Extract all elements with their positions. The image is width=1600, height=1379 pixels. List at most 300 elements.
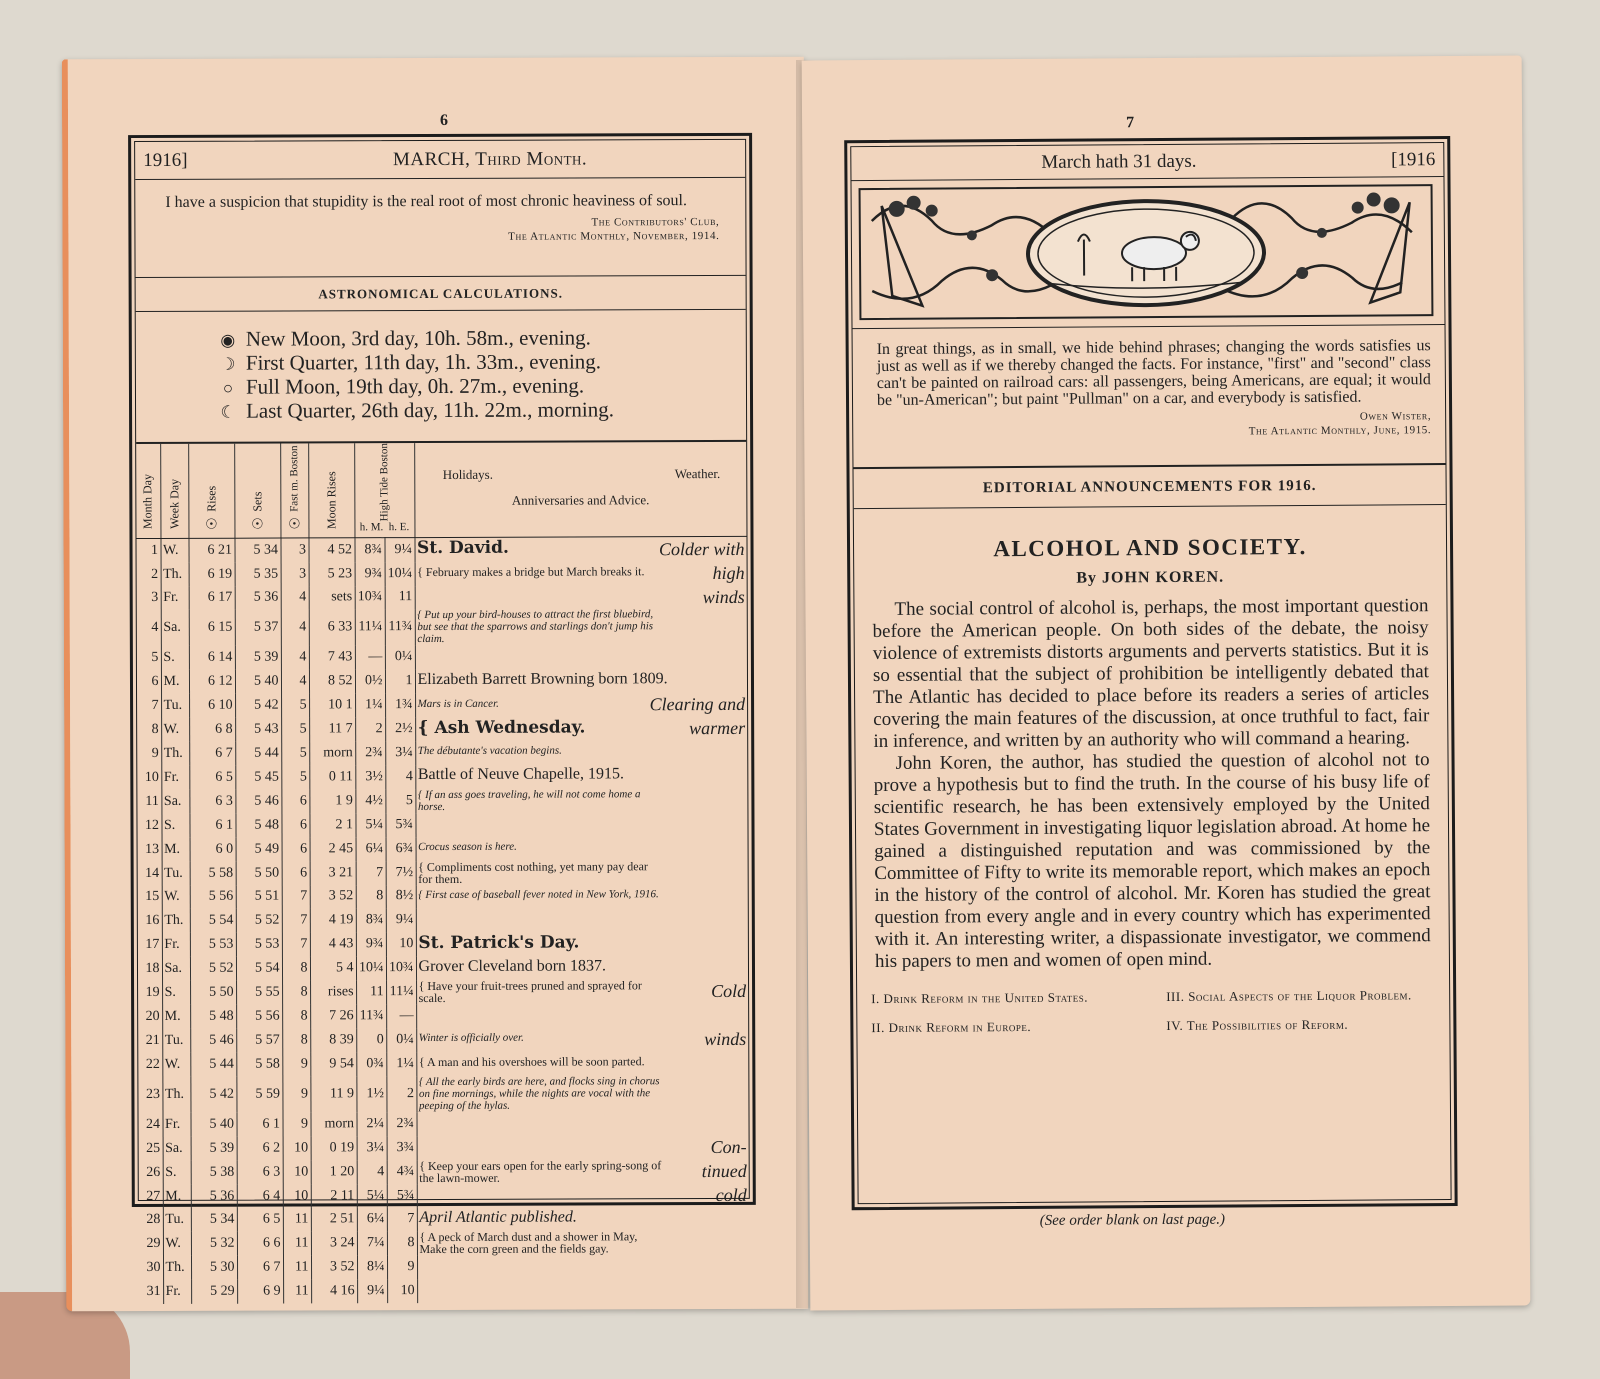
editorial-inner — [850, 142, 1451, 1204]
col-moon-rises: Moon Rises — [323, 470, 338, 529]
sunrise: 5 48 — [190, 1005, 236, 1029]
tide-evening: 4¾ — [387, 1160, 417, 1184]
weekday: M. — [161, 670, 189, 694]
tide-evening: 1 — [385, 669, 415, 693]
day-number: 31 — [139, 1280, 163, 1304]
fast-minutes: 6 — [282, 861, 310, 885]
fast-minutes: 5 — [281, 694, 309, 718]
moonrise: 2 51 — [311, 1208, 357, 1232]
day-number: 7 — [137, 694, 161, 718]
tide-evening: 11¾ — [385, 609, 415, 645]
sunrise: 6 19 — [189, 562, 235, 586]
fast-minutes: 6 — [281, 813, 309, 837]
sunrise: 5 40 — [190, 1112, 236, 1136]
note-cell — [416, 955, 748, 980]
table-header-row — [136, 442, 746, 539]
editorial-frame — [844, 136, 1457, 1210]
table-row — [138, 979, 748, 1005]
moonrise: 7 43 — [309, 646, 355, 670]
tide-morning: 8¾ — [354, 538, 384, 562]
weekday: W. — [162, 885, 190, 909]
table-row — [139, 1230, 749, 1256]
sunrise: 5 32 — [191, 1232, 237, 1256]
sunset: 5 36 — [235, 586, 281, 610]
sunrise: 6 7 — [189, 742, 235, 766]
table-row — [139, 1182, 749, 1208]
moonrise: 3 52 — [310, 885, 356, 909]
sunrise: 6 21 — [188, 538, 234, 562]
tide-morning: 2¼ — [356, 1112, 386, 1136]
note-cell — [416, 1051, 748, 1076]
sunrise: 6 5 — [189, 766, 235, 790]
sunrise: 5 44 — [190, 1053, 236, 1077]
tide-morning: 0 — [356, 1028, 386, 1052]
day-number: 16 — [138, 909, 162, 933]
weekday: W. — [163, 1232, 191, 1256]
tide-morning: 7¼ — [357, 1232, 387, 1256]
weekday: Sa. — [161, 790, 189, 814]
sunset: 5 55 — [236, 981, 282, 1005]
day-number: 24 — [138, 1113, 162, 1137]
moon-phase-text: First Quarter, 11th day, 1h. 33m., evening. — [245, 349, 602, 375]
fast-minutes: 6 — [281, 789, 309, 813]
col-weather: Weather. — [674, 466, 721, 482]
moonrise: 11 9 — [310, 1076, 356, 1112]
fast-minutes: 5 — [281, 741, 309, 765]
weekday: Tu. — [161, 694, 189, 718]
weekday: W. — [161, 718, 189, 742]
calendar-table — [136, 442, 749, 1304]
moon-phases — [136, 310, 746, 444]
moonrise: 5 4 — [310, 956, 356, 980]
table-row — [137, 764, 747, 790]
tide-evening: 0¼ — [385, 645, 415, 669]
ornament-engraving — [851, 177, 1444, 329]
sunset: 5 43 — [235, 718, 281, 742]
moonrise: 2 45 — [310, 837, 356, 861]
col-high-tide: High Tide Boston — [378, 443, 391, 522]
moon-phase-text: New Moon, 3rd day, 10h. 58m., evening. — [245, 325, 591, 351]
tide-evening: — — [386, 1004, 416, 1028]
fast-minutes: 10 — [283, 1136, 311, 1160]
fast-minutes: 11 — [283, 1208, 311, 1232]
sunrise: 5 52 — [190, 957, 236, 981]
sunrise: 5 30 — [191, 1256, 237, 1280]
moonrise: 4 43 — [310, 933, 356, 957]
col-holidays: Holidays. — [442, 466, 494, 483]
sunrise: 5 29 — [191, 1280, 237, 1304]
moonrise: sets — [309, 586, 355, 610]
note-cell — [415, 788, 747, 813]
moonrise: 10 1 — [309, 693, 355, 717]
note-text: Grover Cleveland born 1837. — [418, 957, 607, 975]
weekday: W. — [160, 539, 188, 563]
sunset: 5 50 — [236, 861, 282, 885]
tide-evening: 5 — [385, 789, 415, 813]
note-text: Crocus season is here. — [418, 840, 517, 854]
tide-evening: 5¾ — [387, 1184, 417, 1208]
year-label: [1916 — [1390, 148, 1436, 170]
table-row — [138, 883, 748, 909]
calendar-inner — [134, 139, 750, 1300]
note-text: St. Patrick's Day. — [418, 932, 580, 953]
note-cell — [416, 907, 748, 932]
sunrise: 5 36 — [191, 1184, 237, 1208]
series-item: III. Social Aspects of the Liquor Problem. — [1166, 987, 1412, 1005]
note-text: { A man and his overshoes will be soon parted. — [418, 1054, 645, 1070]
table-row — [138, 931, 748, 957]
sunset: 6 9 — [237, 1280, 283, 1304]
tide-evening: 8½ — [386, 885, 416, 909]
table-row — [138, 1111, 748, 1137]
tide-morning: 3¼ — [357, 1136, 387, 1160]
day-number: 1 — [136, 539, 160, 563]
sun-icon: ☉ — [205, 518, 218, 534]
day-number: 13 — [138, 838, 162, 862]
note-text: The débutante's vacation begins. — [417, 744, 562, 758]
left-page — [62, 57, 808, 1312]
sunset: 5 35 — [235, 562, 281, 586]
moonrise: 2 11 — [311, 1184, 357, 1208]
note-text: Battle of Neuve Chapelle, 1915. — [417, 765, 625, 784]
sunset: 5 56 — [236, 1005, 282, 1029]
weekday: Fr. — [163, 1280, 191, 1304]
note-text: { Put up your bird-houses to attract the first bluebird, but see that the sparrows and starlings don't jump his claim. — [417, 608, 654, 646]
weather-note: Con- — [710, 1136, 747, 1157]
note-text: { February makes a bridge but March breaks it. — [417, 564, 645, 580]
fast-minutes: 9 — [282, 1076, 310, 1112]
sunrise: 6 0 — [190, 837, 236, 861]
table-row — [139, 1254, 749, 1280]
weekday: S. — [162, 981, 190, 1005]
calendar-header — [135, 140, 745, 180]
moonrise: 0 11 — [309, 765, 355, 789]
sunset: 6 4 — [237, 1184, 283, 1208]
tide-morning: 8¾ — [356, 909, 386, 933]
sunset: 5 52 — [236, 909, 282, 933]
moon-phase-text: Full Moon, 19th day, 0h. 27m., evening. — [245, 373, 585, 399]
tide-morning: — — [355, 646, 385, 670]
tide-evening: 1¼ — [386, 1052, 416, 1076]
sunset: 5 51 — [236, 885, 282, 909]
moon-phase-icon: ◉ — [220, 330, 236, 350]
table-row — [138, 1051, 748, 1077]
fast-minutes: 8 — [282, 1028, 310, 1052]
note-text: Mars is in Cancer. — [417, 697, 499, 710]
tide-morning: 11¼ — [355, 610, 385, 646]
day-number: 23 — [138, 1077, 162, 1113]
col-sun-sets: Sets — [249, 491, 264, 512]
fast-minutes: 8 — [282, 1005, 310, 1029]
sunrise: 5 42 — [190, 1076, 236, 1112]
tide-morning: 4 — [357, 1160, 387, 1184]
quote-block — [135, 178, 745, 278]
weekday: Sa. — [161, 610, 189, 646]
article-series-list — [857, 969, 1449, 1035]
sunrise: 5 39 — [191, 1136, 237, 1160]
sunrise: 6 8 — [189, 718, 235, 742]
editorial-heading: EDITORIAL ANNOUNCEMENTS FOR 1916. — [853, 465, 1445, 509]
fast-minutes: 7 — [282, 909, 310, 933]
moonrise: 4 52 — [308, 538, 354, 562]
sunrise: 5 58 — [190, 861, 236, 885]
sunset: 5 57 — [236, 1029, 282, 1053]
weekday: S. — [161, 646, 189, 670]
note-text: Winter is officially over. — [418, 1032, 524, 1045]
tide-evening: 6¾ — [386, 837, 416, 861]
tide-evening: 7½ — [386, 861, 416, 885]
article-body — [854, 585, 1449, 973]
table-row — [138, 955, 748, 981]
table-row — [137, 788, 747, 814]
tide-evening: 11 — [385, 586, 415, 610]
order-note: (See order blank on last page.) — [1039, 1211, 1226, 1229]
tide-morning: 5¼ — [355, 813, 385, 837]
day-number: 20 — [138, 1005, 162, 1029]
tide-morning: 6¼ — [357, 1208, 387, 1232]
tide-evening: 11¼ — [386, 980, 416, 1004]
weekday: Tu. — [162, 1029, 190, 1053]
moonrise: 3 21 — [310, 861, 356, 885]
moonrise: 2 1 — [309, 813, 355, 837]
sunset: 5 44 — [235, 742, 281, 766]
fast-minutes: 7 — [282, 933, 310, 957]
tide-evening: 10¾ — [386, 956, 416, 980]
table-row — [137, 716, 747, 742]
day-number: 11 — [137, 790, 161, 814]
sunset: 5 48 — [235, 813, 281, 837]
article-paragraph: John Koren, the author, has studied the question of alcohol not to prove a hypothesis but to find the truth. In the course of his busy life of scientific research, he has been extensively employed by the United States Government in investigating liquor legislation abroad. At home he gained a distinguished reputation and was commissioned by the Committee of Fifty to write its memorable report, which makes an epoch in the history of the control of alcohol. Mr. Koren has studied the great question from every angle and in every country which has experimented with it. An interesting writer, a dispassionate investigator, we commend his papers to men and women of open mind. — [873, 749, 1431, 973]
col-sun-rises: Rises — [203, 485, 218, 513]
moon-phase-icon: ☾ — [220, 402, 236, 422]
month-days: March hath 31 days. — [1041, 150, 1197, 173]
note-cell — [416, 979, 748, 1004]
fast-minutes: 5 — [281, 718, 309, 742]
fast-minutes: 4 — [281, 670, 309, 694]
day-number: 17 — [138, 933, 162, 957]
moon-phase-line — [216, 350, 746, 376]
weekday: Fr. — [161, 766, 189, 790]
weekday: Sa. — [162, 957, 190, 981]
moonrise: 8 39 — [310, 1028, 356, 1052]
sunrise: 6 3 — [189, 789, 235, 813]
day-number: 8 — [137, 718, 161, 742]
table-row — [138, 1075, 748, 1113]
fast-minutes: 11 — [283, 1232, 311, 1256]
note-cell — [417, 1254, 749, 1279]
tide-evening: 9¼ — [384, 538, 414, 562]
weekday: Th. — [161, 563, 189, 587]
tide-morning: 2¾ — [355, 741, 385, 765]
series-item: I. Drink Reform in the United States. — [871, 989, 1089, 1007]
note-cell — [416, 883, 748, 908]
note-text: April Atlantic published. — [419, 1208, 577, 1226]
note-cell — [417, 1206, 749, 1231]
moonrise: 3 24 — [311, 1232, 357, 1256]
tide-evening: 3¼ — [385, 741, 415, 765]
weekday: Fr. — [162, 1113, 190, 1137]
note-text: { Have your fruit-trees pruned and sprayed for scale. — [418, 978, 642, 1006]
note-text: { First case of baseball fever noted in New York, 1916. — [418, 888, 659, 902]
sunset: 6 1 — [236, 1112, 282, 1136]
sunset: 5 54 — [236, 957, 282, 981]
sunset: 5 49 — [236, 837, 282, 861]
tide-morning: 7 — [356, 861, 386, 885]
day-number: 29 — [139, 1232, 163, 1256]
calendar-frame — [128, 133, 756, 1300]
moon-phase-line — [216, 398, 746, 424]
wister-quote-block — [853, 325, 1446, 469]
weekday: S. — [163, 1160, 191, 1184]
note-cell — [415, 668, 747, 693]
table-row — [137, 561, 747, 587]
tide-evening: 10 — [387, 1279, 417, 1303]
note-cell — [416, 931, 748, 956]
moonrise: 4 19 — [310, 909, 356, 933]
tide-morning: 8 — [356, 885, 386, 909]
table-row — [138, 836, 748, 862]
page-number: 6 — [440, 111, 449, 129]
sunset: 5 58 — [236, 1052, 282, 1076]
tide-evening: 9¼ — [386, 909, 416, 933]
page-number: 7 — [1126, 114, 1135, 132]
col-fast: Fast m. Boston — [288, 445, 301, 512]
fast-minutes: 5 — [281, 765, 309, 789]
sunset: 6 6 — [237, 1232, 283, 1256]
sunrise: 6 15 — [189, 610, 235, 646]
quote-text: In great things, as in small, we hide behind phrases; changing the words satisfies us just as well as if we thereby changed the facts. For instance, "first" and "second" class can't be painted on railroad cars: all passengers, being Americans, are equal; it would be "un-American"; but paint "Pullman" on a car, and everybody is satisfied. — [876, 337, 1431, 410]
table-row — [138, 1003, 748, 1029]
sun-icon: ☉ — [251, 517, 264, 533]
moonrise: rises — [310, 980, 356, 1004]
day-number: 14 — [138, 862, 162, 886]
day-number: 27 — [139, 1185, 163, 1209]
sunset: 6 3 — [237, 1160, 283, 1184]
sunrise: 6 10 — [189, 694, 235, 718]
tide-evening: 8 — [387, 1231, 417, 1255]
table-row — [139, 1278, 749, 1304]
tide-evening: 10 — [386, 932, 416, 956]
note-cell — [415, 561, 747, 586]
note-text: { Ash Wednesday. — [417, 717, 586, 738]
moonrise: 9 54 — [310, 1052, 356, 1076]
note-cell — [416, 1027, 748, 1052]
table-row — [137, 692, 747, 718]
note-cell — [415, 644, 747, 669]
table-row — [137, 812, 747, 838]
moonrise: 8 52 — [309, 670, 355, 694]
day-number: 18 — [138, 957, 162, 981]
note-text: St. David. — [417, 538, 509, 559]
weekday: S. — [161, 814, 189, 838]
note-text: { All the early birds are here, and flocks sing in chorus on fine mornings, while the nights are vocal with the peeping of the hylas. — [418, 1074, 660, 1112]
tide-evening: 2¾ — [386, 1112, 416, 1136]
day-number: 26 — [139, 1161, 163, 1185]
fast-minutes: 4 — [281, 646, 309, 670]
tide-morning: 2 — [355, 717, 385, 741]
tide-morning: 0¾ — [356, 1052, 386, 1076]
tide-morning: 11¾ — [356, 1004, 386, 1028]
fast-minutes: 8 — [282, 957, 310, 981]
moonrise: 11 7 — [309, 717, 355, 741]
sunrise: 6 1 — [189, 813, 235, 837]
table-row — [139, 1206, 749, 1232]
note-text: { Keep your ears open for the early spring-song of the lawn-mower. — [419, 1157, 662, 1185]
note-cell — [415, 584, 747, 609]
note-cell — [415, 764, 747, 789]
tide-morning: 0½ — [355, 669, 385, 693]
day-number: 15 — [138, 886, 162, 910]
sunset: 5 39 — [235, 646, 281, 670]
tide-evening: 3¾ — [387, 1136, 417, 1160]
note-cell — [415, 812, 747, 837]
sunset: 5 34 — [234, 538, 280, 562]
sunset: 5 45 — [235, 765, 281, 789]
note-text: { Compliments cost nothing, yet many pay dear for them. — [418, 858, 648, 886]
weather-note: Cold — [711, 981, 747, 1002]
article-paragraph: The social control of alcohol is, perhaps, the most important question before the American people. On both sides of the debate, the noisy violence of extremists distorts arguments and perverts statistics. But it is so essential that the subject of prohibition be intelligently debated that The Atlantic has decided to place before its readers a series of articles covering the main features of the discussion, at once truthful to fact, fair in inference, and written by an authority who will command a hearing. — [872, 595, 1430, 753]
right-header — [851, 143, 1443, 181]
note-cell — [415, 740, 747, 765]
tide-evening: 7 — [387, 1208, 417, 1232]
day-number: 30 — [139, 1256, 163, 1280]
tide-evening: 5¾ — [385, 813, 415, 837]
moonrise: morn — [310, 1112, 356, 1136]
moon-phase-text: Last Quarter, 26th day, 11h. 22m., morning. — [246, 397, 615, 423]
fast-minutes: 4 — [281, 586, 309, 610]
weekday: Th. — [161, 742, 189, 766]
fast-minutes: 11 — [283, 1256, 311, 1280]
fast-minutes: 6 — [282, 837, 310, 861]
day-number: 9 — [137, 742, 161, 766]
right-page — [802, 56, 1531, 1311]
fast-minutes: 10 — [283, 1184, 311, 1208]
astro-heading: ASTRONOMICAL CALCULATIONS. — [136, 276, 746, 312]
quote-source-2: The Atlantic Monthly, November, 1914. — [508, 230, 720, 243]
sunrise: 5 50 — [190, 981, 236, 1005]
note-cell — [416, 836, 748, 861]
sunrise: 5 56 — [190, 885, 236, 909]
sunset: 5 40 — [235, 670, 281, 694]
weather-note: warmer — [689, 718, 746, 739]
col-anniversaries: Anniversaries and Advice. — [511, 492, 650, 508]
moon-phase-icon: ○ — [222, 378, 234, 398]
table-row — [139, 1158, 749, 1184]
day-number: 22 — [138, 1053, 162, 1077]
col-week-day: Week Day — [166, 479, 181, 530]
weekday: W. — [162, 1053, 190, 1077]
note-cell — [417, 1278, 749, 1303]
series-item: II. Drink Reform in Europe. — [871, 1018, 1032, 1036]
moon-phase-line — [216, 374, 746, 400]
day-number: 25 — [139, 1137, 163, 1161]
sunrise: 6 14 — [189, 646, 235, 670]
sunset: 5 53 — [236, 933, 282, 957]
quote-text: I have a suspicion that stupidity is the real root of most chronic heaviness of soul. — [165, 192, 688, 211]
note-cell — [415, 608, 747, 645]
sunrise: 6 12 — [189, 670, 235, 694]
quote-source-1: The Contributors' Club, — [591, 216, 720, 229]
sunset: 6 7 — [237, 1256, 283, 1280]
weekday: Th. — [163, 1256, 191, 1280]
note-cell — [417, 1111, 749, 1136]
day-number: 10 — [137, 766, 161, 790]
sunrise: 6 17 — [189, 586, 235, 610]
tide-morning: 8¼ — [357, 1256, 387, 1280]
weekday: Tu. — [163, 1208, 191, 1232]
weather-note: Clearing and — [649, 694, 746, 715]
day-number: 12 — [137, 814, 161, 838]
